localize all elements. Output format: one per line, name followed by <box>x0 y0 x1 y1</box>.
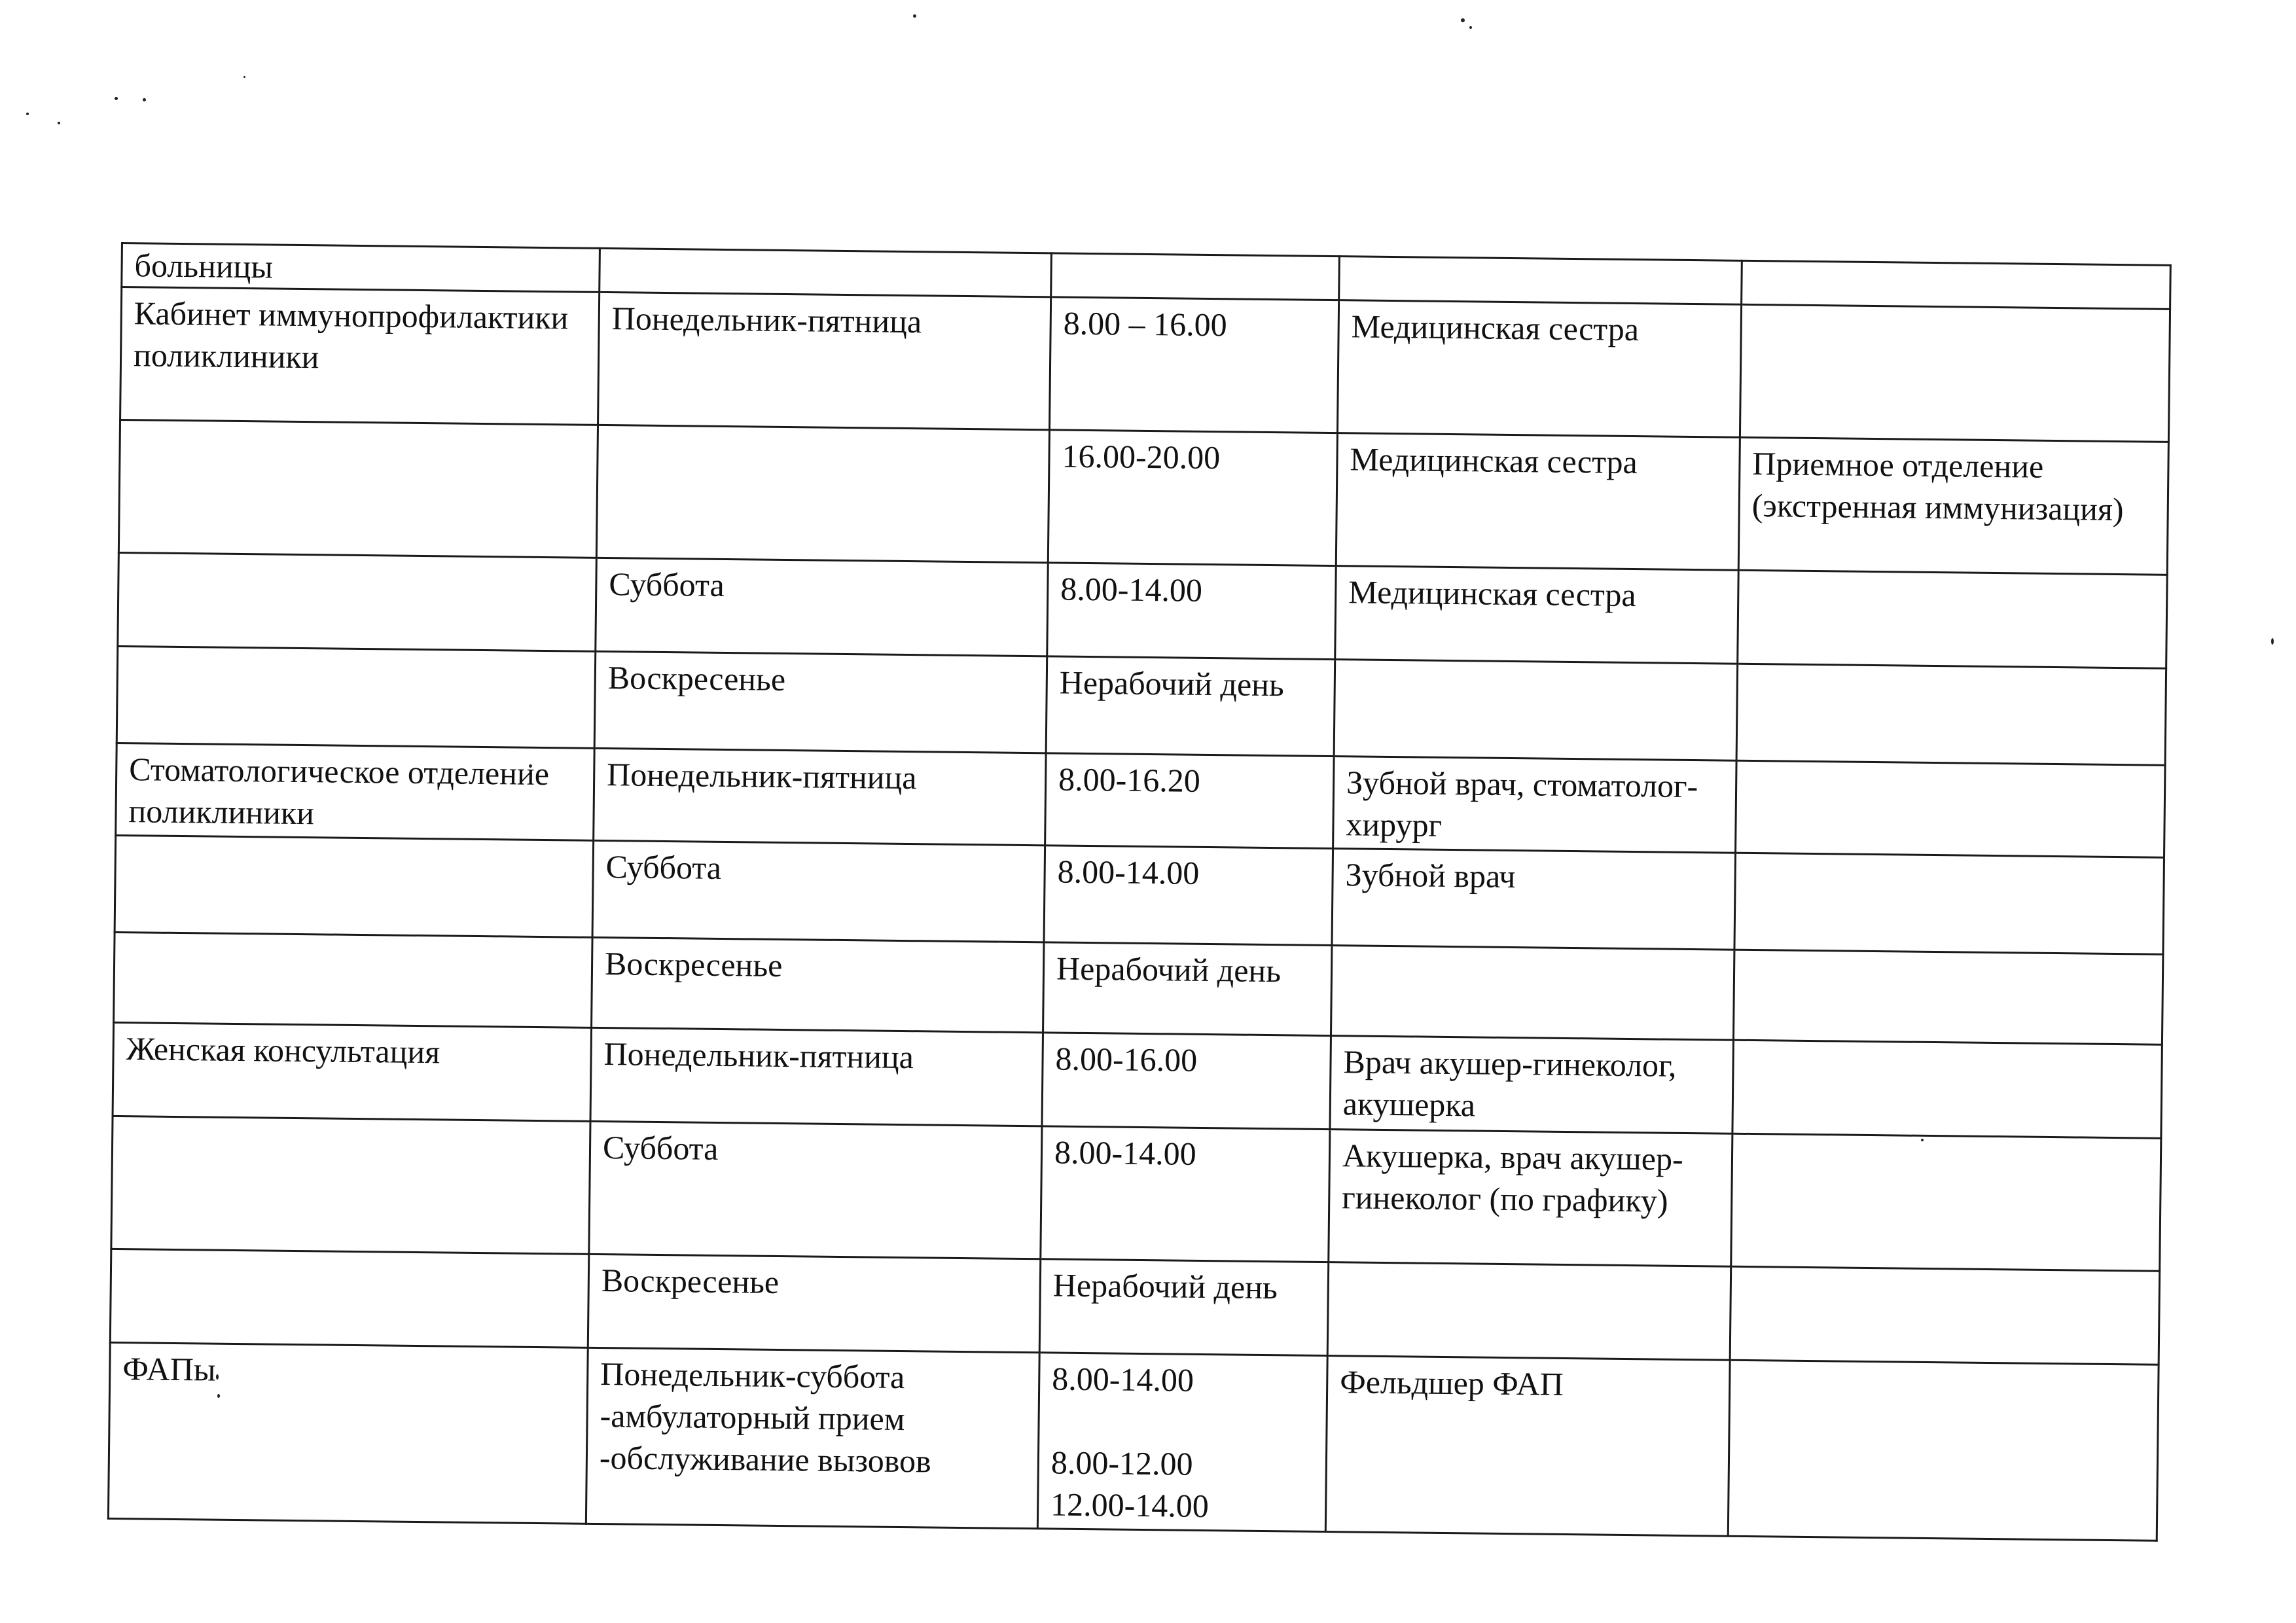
time-cell: 16.00-20.00 <box>1048 430 1337 566</box>
scan-speck <box>115 97 118 100</box>
note-cell <box>1736 664 2166 765</box>
staff-cell: Зубной врач, стоматолог-хирург <box>1333 757 1736 853</box>
staff-cell: Акушерка, врач акушер-гинеколог (по графику) <box>1329 1130 1732 1267</box>
department-cell <box>117 646 596 748</box>
note-cell: Приемное отделение (экстренная иммунизация) <box>1738 437 2168 575</box>
time-cell: 8.00-14.00 <box>1041 1126 1330 1262</box>
department-cell <box>118 420 598 558</box>
table-row <box>120 287 2170 442</box>
time-line: 12.00-14.00 <box>1050 1486 1210 1525</box>
time-gap <box>1051 1399 1314 1444</box>
staff-cell <box>1327 1262 1731 1361</box>
schedule-table-wrapper <box>107 242 2170 1542</box>
time-line: 8.00-14.00 <box>1051 1360 1194 1399</box>
scan-speck <box>1469 26 1472 29</box>
note-cell <box>1740 304 2170 442</box>
department-cell: ФАПы <box>108 1342 588 1524</box>
time-cell: Нерабочий день <box>1039 1259 1329 1356</box>
time-cell: 8.00-14.00 <box>1044 846 1333 946</box>
scan-speck <box>1461 18 1465 22</box>
time-line: 8.00-12.00 <box>1050 1444 1193 1482</box>
days-cell: Понедельник-пятница <box>594 748 1046 845</box>
department-cell <box>115 835 594 937</box>
note-cell <box>1736 760 2165 857</box>
department-cell <box>114 932 592 1027</box>
note-cell <box>1732 1040 2162 1138</box>
staff-cell: Медицинская сестра <box>1336 433 1740 571</box>
department-cell <box>110 1249 589 1347</box>
staff-cell: Медицинская сестра <box>1335 566 1739 664</box>
days-cell: Суббота <box>592 840 1045 942</box>
staff-cell <box>1339 257 1742 305</box>
scan-speck <box>26 113 29 115</box>
time-cell <box>1037 1353 1327 1532</box>
staff-cell: Врач акушер-гинеколог, акушерка <box>1330 1036 1734 1134</box>
department-cell <box>111 1116 590 1254</box>
department-cell: Стоматологическое отделение поликлиники <box>116 743 594 840</box>
note-cell <box>1734 853 2164 954</box>
note-cell <box>1733 950 2162 1044</box>
days-line: -обслуживание вызовов <box>599 1439 931 1480</box>
table-row <box>118 420 2168 575</box>
time-cell: 8.00-14.00 <box>1047 563 1336 660</box>
scan-speck <box>2271 638 2274 645</box>
days-cell <box>586 1347 1039 1528</box>
days-cell: Понедельник-пятница <box>598 292 1051 429</box>
staff-cell: Фельдшер ФАП <box>1325 1356 1730 1537</box>
time-cell: 8.00-16.20 <box>1045 753 1335 849</box>
days-cell <box>596 425 1049 562</box>
days-line: -амбулаторный прием <box>600 1397 905 1438</box>
schedule-table <box>107 242 2172 1542</box>
note-cell <box>1738 570 2168 668</box>
days-cell: Воскресенье <box>592 937 1044 1032</box>
staff-cell <box>1331 946 1734 1041</box>
department-cell: Кабинет иммунопрофилактики поликлиники <box>120 287 600 425</box>
department-cell: Женская консультация <box>113 1022 592 1121</box>
department-cell <box>118 552 597 651</box>
days-cell <box>600 248 1052 296</box>
table-row-fap <box>108 1342 2159 1541</box>
days-line: Понедельник-суббота <box>600 1355 905 1396</box>
days-cell: Суббота <box>589 1121 1042 1258</box>
time-cell <box>1051 253 1340 300</box>
days-cell: Суббота <box>596 558 1049 656</box>
note-cell <box>1731 1133 2161 1271</box>
scan-speck <box>913 14 916 18</box>
staff-cell: Медицинская сестра <box>1337 300 1741 438</box>
time-cell: Нерабочий день <box>1046 656 1335 757</box>
note-cell <box>1742 260 2171 309</box>
staff-cell: Зубной врач <box>1332 849 1736 950</box>
staff-cell <box>1334 660 1738 761</box>
scan-speck <box>143 98 146 101</box>
time-cell: Нерабочий день <box>1043 942 1332 1036</box>
time-cell: 8.00 – 16.00 <box>1049 297 1338 433</box>
time-cell: 8.00-16.00 <box>1042 1033 1331 1130</box>
days-cell: Воскресенье <box>588 1254 1041 1352</box>
note-cell <box>1730 1266 2160 1364</box>
scan-speck <box>58 122 60 124</box>
table-row <box>111 1116 2161 1271</box>
scan-speck <box>243 76 245 78</box>
days-cell: Понедельник-пятница <box>590 1027 1043 1126</box>
days-cell: Воскресенье <box>594 651 1047 753</box>
note-cell <box>1728 1360 2159 1541</box>
department-cell: больницы <box>122 243 600 293</box>
